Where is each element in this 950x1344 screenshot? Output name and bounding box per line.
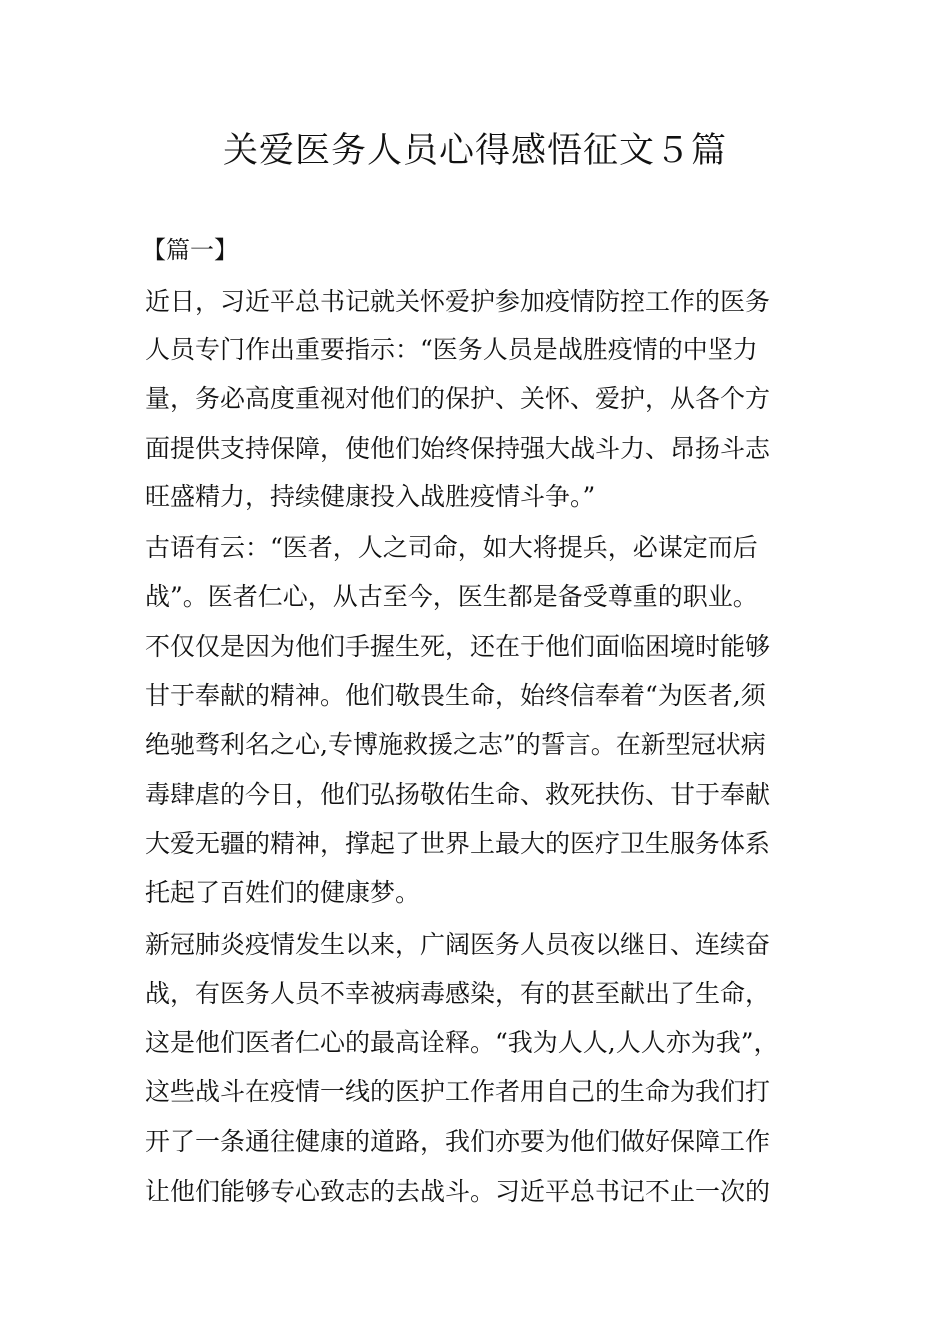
paragraph-line: 古语有云：“医者，人之司命，如大将提兵，必谋定而后 [145, 533, 758, 562]
paragraph-line: 面提供支持保障，使他们始终保持强大战斗力、昂扬斗志 [145, 434, 771, 463]
paragraph-line: 绝驰骛利名之心,专博施救援之志”的誓言。在新型冠状病 [145, 730, 766, 759]
paragraph-line: 这是他们医者仁心的最高诠释。“我为人人,人人亦为我”， [145, 1028, 779, 1057]
paragraph-line: 量，务必高度重视对他们的保护、关怀、爱护，从各个方 [145, 384, 771, 413]
section-heading: 【篇一】 [142, 236, 238, 264]
paragraph-line: 托起了百姓们的健康梦。 [145, 878, 421, 907]
paragraph-line: 让他们能够专心致志的去战斗。习近平总书记不止一次的 [145, 1177, 771, 1206]
paragraph-line: 大爱无疆的精神，撑起了世界上最大的医疗卫生服务体系 [145, 829, 771, 858]
paragraph-line: 战，有医务人员不幸被病毒感染，有的甚至献出了生命， [145, 979, 771, 1008]
paragraph-line: 开了一条通往健康的道路，我们亦要为他们做好保障工作 [145, 1127, 771, 1156]
document-title: 关爱医务人员心得感悟征文５篇 [222, 131, 727, 171]
paragraph-line: 旺盛精力，持续健康投入战胜疫情斗争。” [145, 482, 596, 511]
paragraph-line: 新冠肺炎疫情发生以来，广阔医务人员夜以继日、连续奋 [145, 930, 771, 959]
paragraph-line: 人员专门作出重要指示：“医务人员是战胜疫情的中坚力 [145, 335, 758, 364]
paragraph-line: 毒肆虐的今日，他们弘扬敬佑生命、救死扶伤、甘于奉献 [145, 780, 771, 809]
paragraph-line: 甘于奉献的精神。他们敬畏生命，始终信奉着“为医者,须 [145, 681, 766, 710]
paragraph-line: 不仅仅是因为他们手握生死，还在于他们面临困境时能够 [145, 632, 771, 661]
paragraph-line: 这些战斗在疫情一线的医护工作者用自己的生命为我们打 [145, 1077, 771, 1106]
paragraph-line: 战”。医者仁心，从古至今，医生都是备受尊重的职业。 [145, 582, 758, 611]
paragraph-line: 近日，习近平总书记就关怀爱护参加疫情防控工作的医务 [145, 287, 771, 316]
